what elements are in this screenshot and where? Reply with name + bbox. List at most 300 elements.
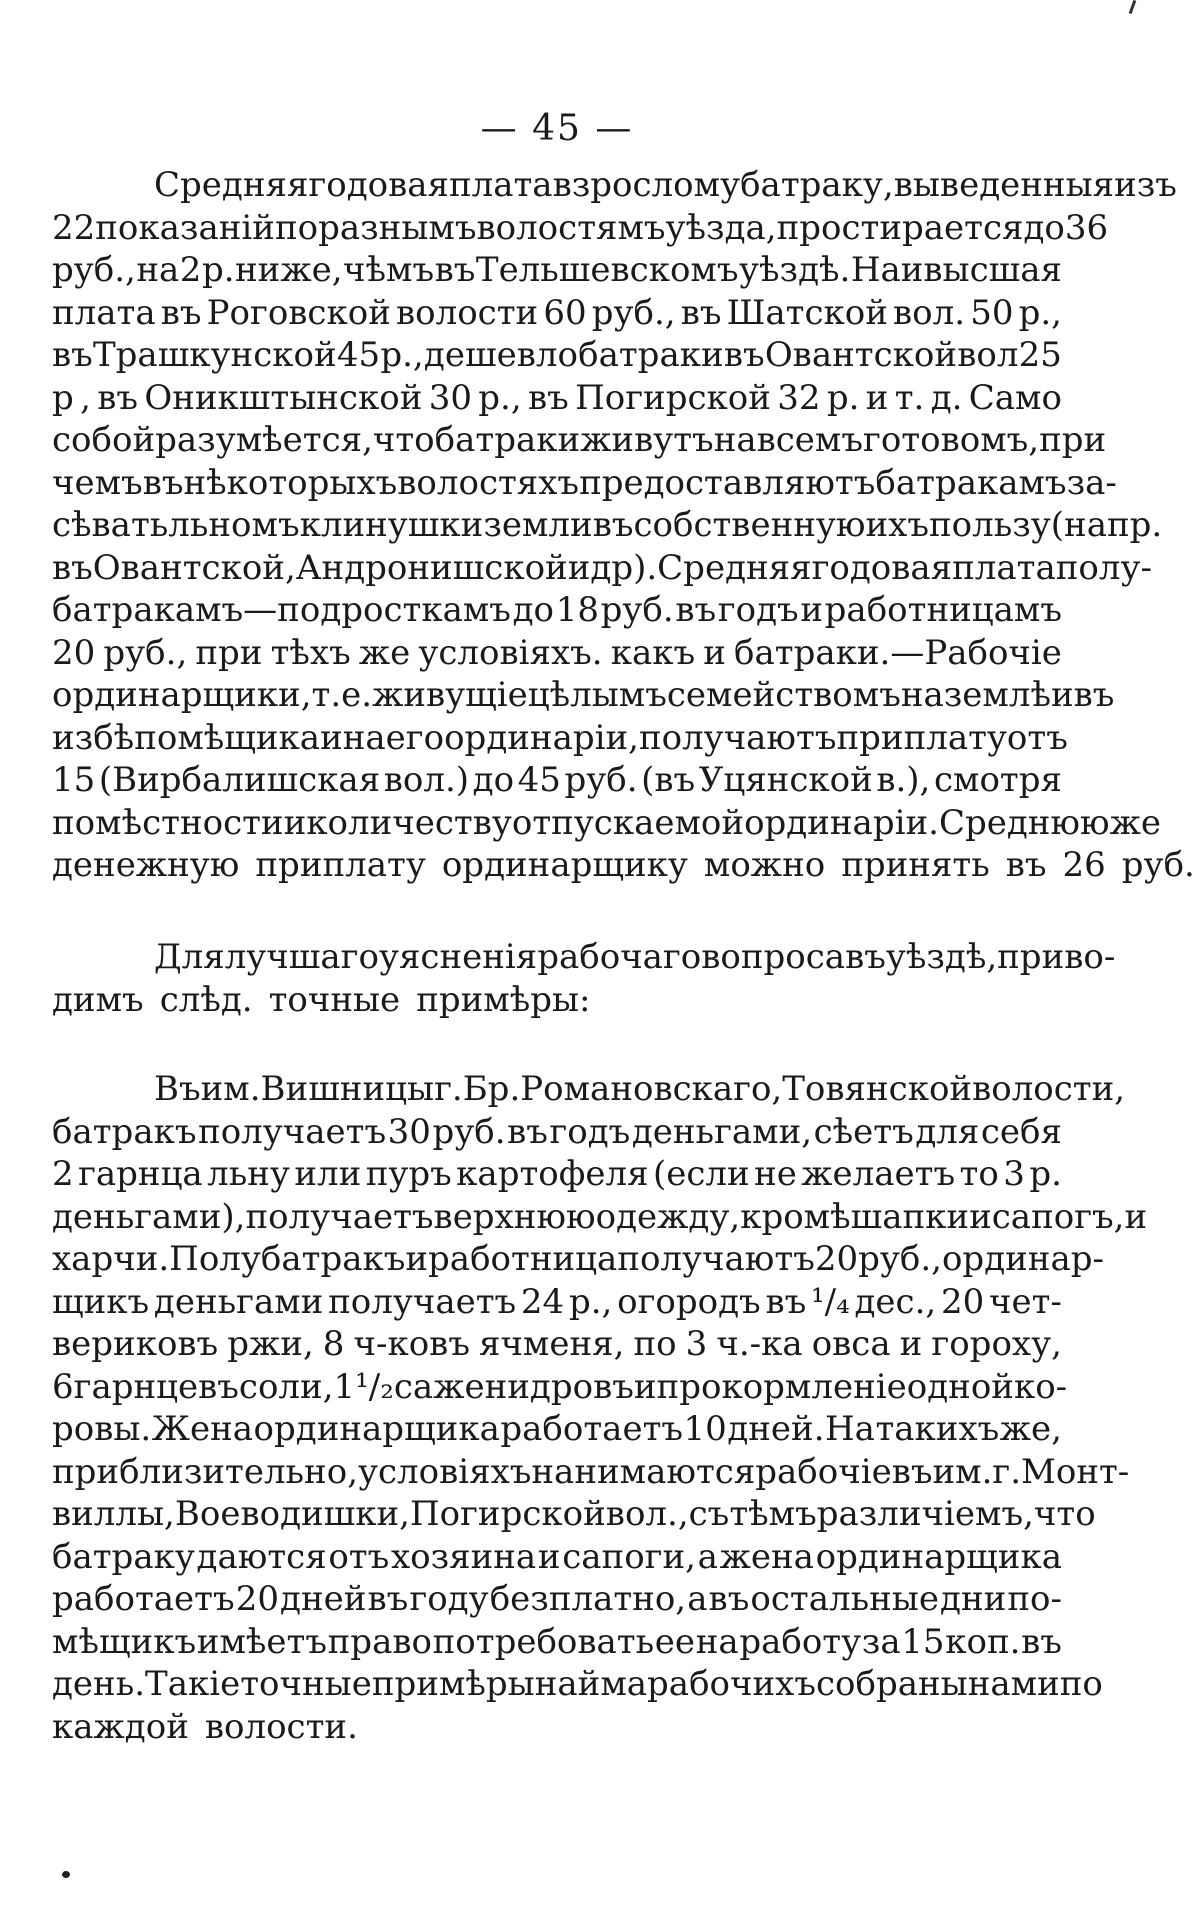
word: ¹/₄ <box>810 1281 850 1322</box>
word: 30 <box>387 1111 431 1152</box>
word: 6 <box>52 1366 74 1407</box>
word: На <box>825 1409 875 1449</box>
word: льномъ <box>168 505 300 545</box>
word: одной <box>906 1366 1014 1407</box>
word: Въ <box>154 1069 201 1109</box>
paragraph-3 <box>52 1068 1148 1748</box>
word: ординаріи. <box>744 802 939 843</box>
word: Шатской <box>726 292 888 333</box>
word: простирается <box>776 207 1024 248</box>
word: 45 <box>517 760 561 800</box>
paragraph-1 <box>52 164 1195 887</box>
word: право <box>327 1621 432 1662</box>
word: г. <box>992 1451 1022 1492</box>
word: соли, <box>238 1366 334 1407</box>
word: же <box>358 632 411 673</box>
word: въ <box>891 1451 933 1492</box>
text-line <box>52 419 1107 462</box>
word: щикъ <box>52 1281 150 1322</box>
word: работаетъ <box>52 1579 235 1619</box>
word: отпускаемой <box>511 802 745 843</box>
word: ординарщику <box>441 845 688 885</box>
word: остальные <box>750 1579 939 1619</box>
word: собраны <box>815 1664 968 1704</box>
word: вопроса <box>701 937 846 977</box>
word: точные <box>268 979 401 1020</box>
word: Овантской <box>764 335 957 375</box>
word: р., <box>568 1281 613 1322</box>
word: смотря <box>933 760 1062 800</box>
text-line <box>52 936 1116 979</box>
word: принять <box>841 845 990 885</box>
word: въ <box>680 292 722 333</box>
word: получаетъ <box>328 1281 517 1322</box>
word: прокормленіе <box>656 1366 907 1407</box>
word: выведенныя <box>893 165 1115 205</box>
word: годовая <box>308 165 449 205</box>
word: получаютъ <box>638 717 837 758</box>
word: за <box>861 1621 901 1662</box>
word: можно <box>703 845 826 885</box>
word: батраку <box>52 1536 195 1577</box>
text-line <box>52 979 1062 1022</box>
word: и <box>320 717 343 758</box>
word: разумѣется, <box>155 420 373 460</box>
word: клинушки <box>299 505 484 545</box>
word: же, <box>999 1409 1062 1449</box>
word: въ <box>765 1281 807 1322</box>
word: вол. <box>893 292 966 333</box>
word: въ <box>367 1579 409 1619</box>
word: льну <box>207 1154 290 1194</box>
page <box>52 0 1195 1929</box>
word: что <box>1033 1494 1096 1534</box>
word: то <box>959 1154 999 1194</box>
word: е. <box>341 675 373 715</box>
word: каждой <box>52 1706 189 1747</box>
text-line <box>52 334 1062 377</box>
word: Средняя <box>657 547 812 588</box>
word: (въ <box>641 760 696 800</box>
text-line <box>52 1493 1096 1536</box>
word: показаній <box>95 207 275 248</box>
text-line <box>52 632 1062 675</box>
word: количеству <box>306 802 512 843</box>
word: ровы. <box>52 1409 152 1449</box>
word: или <box>294 1154 362 1194</box>
word: отъ <box>1006 717 1068 758</box>
word: рабочіе <box>755 1451 892 1492</box>
word: др). <box>590 547 658 588</box>
page-number: — 45 — <box>480 108 634 149</box>
word: полу- <box>1055 547 1152 588</box>
word: предоставляютъ <box>579 462 876 503</box>
word: 32 <box>777 377 821 418</box>
word: въ <box>142 462 184 503</box>
word: на <box>713 420 757 460</box>
word: р., <box>478 377 522 418</box>
word: живущіе <box>372 675 528 715</box>
word: р. <box>826 377 860 418</box>
word: при <box>195 632 263 673</box>
word: сажени <box>393 1366 530 1407</box>
word: мѣщикъ <box>52 1621 197 1662</box>
word: Товянской <box>782 1069 973 1109</box>
word: деньгами <box>153 1281 324 1322</box>
word: сѣвать <box>52 505 169 545</box>
word: им. <box>200 1069 261 1109</box>
word: до <box>512 590 555 630</box>
word: чет- <box>988 1281 1062 1322</box>
word: готовомъ, <box>863 420 1040 460</box>
word: и <box>969 1196 992 1237</box>
word: дни <box>940 1579 1007 1619</box>
word: по- <box>1007 1579 1062 1619</box>
word: живутъ <box>580 420 714 460</box>
word: уѣзда, <box>665 207 777 248</box>
word: безплатно, <box>489 1579 687 1619</box>
word: различіемъ, <box>816 1494 1034 1534</box>
word: 15 <box>52 760 96 800</box>
word: и <box>633 1366 657 1407</box>
word: работу <box>739 1621 862 1662</box>
word: на <box>695 1621 739 1662</box>
word: желаетъ <box>801 1154 956 1194</box>
word: волости. <box>204 1706 358 1747</box>
word: на <box>342 717 386 758</box>
word: в.), <box>876 760 931 800</box>
word: по <box>52 802 96 843</box>
word: сѣетъ <box>813 1111 914 1152</box>
text-line <box>52 1706 1062 1749</box>
text-line <box>52 164 1177 207</box>
word: приплату <box>836 717 1007 758</box>
word: Андронишской <box>295 547 568 588</box>
text-line <box>52 1578 1062 1621</box>
word: пуръ <box>365 1154 452 1194</box>
word: 20 <box>814 1239 859 1279</box>
word: вол.) <box>383 760 470 800</box>
word: волостяхъ <box>397 462 580 503</box>
text-line <box>52 1621 1062 1664</box>
paragraph-2 <box>52 936 1116 1021</box>
word: помѣщика <box>134 717 321 758</box>
text-line <box>52 207 1109 250</box>
text-line <box>52 589 1062 632</box>
word: Вишницы <box>260 1069 435 1109</box>
word: Среднюю <box>938 802 1110 843</box>
word: мѣстности <box>95 802 284 843</box>
word: получаетъ <box>245 1196 434 1237</box>
word: ч-ковъ <box>353 1324 470 1364</box>
word: какъ <box>610 632 696 673</box>
word: коп. <box>945 1621 1021 1662</box>
word: овса <box>811 1324 891 1364</box>
word: гарнца <box>78 1154 203 1194</box>
word: батракъ <box>52 1111 197 1152</box>
text-line <box>52 1153 1062 1196</box>
word: уясненія <box>378 937 538 977</box>
word: въ <box>1073 675 1115 715</box>
word: Тельшевскомъ <box>475 250 739 290</box>
word: ординар- <box>941 1239 1104 1279</box>
word: 30 <box>428 377 472 418</box>
word: и <box>800 590 823 630</box>
word: дешевло <box>423 335 578 375</box>
word: условіяхъ <box>358 1451 532 1492</box>
word: деньгами), <box>52 1196 246 1237</box>
word: Роговской <box>206 292 391 333</box>
word: на <box>136 250 180 290</box>
word: получаютъ <box>617 1239 815 1279</box>
text-line <box>52 249 1062 292</box>
ink-dot <box>62 1871 70 1878</box>
word: дровъ <box>529 1366 634 1407</box>
word: для <box>915 1111 980 1152</box>
word: за- <box>1066 462 1117 503</box>
word: до <box>472 760 515 800</box>
word: слѣд. <box>159 979 253 1020</box>
word: чемъ <box>52 462 143 503</box>
word: огородъ <box>617 1281 761 1322</box>
word: Монт- <box>1021 1451 1130 1492</box>
word: не <box>754 1154 797 1194</box>
word: , <box>80 377 91 418</box>
word: руб., <box>858 1239 942 1279</box>
word: по <box>633 1324 677 1364</box>
word: собой <box>52 420 156 460</box>
word: батраки <box>578 335 724 375</box>
word: 45 <box>336 335 381 375</box>
word: дней. <box>727 1409 825 1449</box>
word: Само <box>968 377 1062 418</box>
text-line <box>52 674 1115 717</box>
word: годъ <box>549 1111 631 1152</box>
word: плата <box>448 165 553 205</box>
word: годовая <box>811 547 953 588</box>
text-line <box>52 1536 1062 1579</box>
word: Овантской, <box>92 547 296 588</box>
word: 18 <box>555 590 599 630</box>
text-line <box>52 802 1162 845</box>
word: при <box>1039 420 1107 460</box>
word: что <box>372 420 435 460</box>
text-line <box>52 1281 1062 1324</box>
word: въ <box>434 250 476 290</box>
word: ординаріи, <box>444 717 639 758</box>
word: въ <box>160 292 202 333</box>
word: 3 <box>1003 1154 1025 1194</box>
word: руб. <box>564 760 638 800</box>
word: димъ <box>52 979 144 1020</box>
word: Погирской <box>410 1494 606 1534</box>
word: въ <box>708 1579 750 1619</box>
word: уѣздѣ. <box>739 250 851 290</box>
word: р., <box>380 335 424 375</box>
word: ячменя, <box>479 1324 625 1364</box>
word: 3 <box>685 1324 708 1364</box>
word: цѣлымъ <box>527 675 667 715</box>
text-line <box>52 759 1062 802</box>
word: 8 <box>322 1324 345 1364</box>
word: Полубатракъ <box>169 1239 406 1279</box>
word: Средняя <box>154 165 309 205</box>
word: харчи. <box>52 1239 170 1279</box>
word: Погирской <box>575 377 771 418</box>
word: ординарщики, <box>52 675 312 715</box>
word: земли <box>483 505 593 545</box>
word: картофеля <box>456 1154 649 1194</box>
text-line <box>52 717 1068 760</box>
word: верхнюю <box>433 1196 596 1237</box>
word: избѣ <box>52 717 135 758</box>
word: 36 <box>1064 207 1109 248</box>
word: нанимаются <box>531 1451 756 1492</box>
text-line <box>52 1238 1104 1281</box>
word: до <box>1023 207 1065 248</box>
text-line <box>52 462 1117 505</box>
word: (Вирбалишская <box>98 760 381 800</box>
word: 10 <box>683 1409 727 1449</box>
word: т. <box>894 377 925 418</box>
word: руб. <box>600 590 674 630</box>
word: плата <box>952 547 1056 588</box>
word: и <box>537 1536 561 1577</box>
word: даются <box>196 1536 327 1577</box>
word: тѣхъ <box>270 632 351 673</box>
word: въ <box>592 505 634 545</box>
word: по <box>274 207 319 248</box>
word: пользу <box>928 505 1051 545</box>
word: и <box>567 547 591 588</box>
word: и <box>1124 1196 1148 1237</box>
text-line <box>52 1323 1062 1366</box>
word: гороху, <box>931 1324 1062 1364</box>
word: въ <box>507 1111 548 1152</box>
word: годъ <box>717 590 799 630</box>
word: примѣры <box>371 1664 535 1704</box>
word: нѣкоторыхъ <box>183 462 398 503</box>
text-line <box>52 844 1195 887</box>
word: одежду, <box>595 1196 741 1237</box>
word: потребовать <box>432 1621 655 1662</box>
word: волости, <box>972 1069 1126 1109</box>
word: же <box>1109 802 1162 843</box>
word: денежную <box>52 845 240 885</box>
word: батраки.—Рабочіе <box>734 632 1062 673</box>
word: Бр. <box>462 1069 521 1109</box>
text-line <box>52 1366 1068 1409</box>
word: руб. <box>1121 845 1195 885</box>
word: условіяхъ. <box>418 632 603 673</box>
word: ржи, <box>227 1324 314 1364</box>
word: и <box>703 632 726 673</box>
word: виллы, <box>52 1494 175 1534</box>
word: чѣмъ <box>343 250 435 290</box>
edge-mark <box>1129 0 1137 14</box>
word: въ <box>52 335 93 375</box>
word: работаетъ <box>500 1409 684 1449</box>
word: дес., <box>854 1281 937 1322</box>
word: рабочаго <box>537 937 702 977</box>
word: р., <box>1018 292 1062 333</box>
word: такихъ <box>875 1409 1000 1449</box>
word: (напр. <box>1050 505 1163 545</box>
word: 1¹/₂ <box>333 1366 394 1407</box>
word: батракамъ <box>875 462 1067 503</box>
word: сапогъ, <box>991 1196 1125 1237</box>
text-line <box>52 1451 1130 1494</box>
word: приво- <box>997 937 1116 977</box>
text-line <box>52 292 1062 335</box>
word: 26 <box>1062 845 1106 885</box>
word: работница <box>428 1239 618 1279</box>
word: приблизительно, <box>52 1451 358 1492</box>
word: и <box>283 802 307 843</box>
word: году <box>409 1579 489 1619</box>
word: р. <box>1029 1154 1062 1194</box>
word: руб. <box>432 1111 506 1152</box>
word: разнымъ <box>318 207 477 248</box>
word: и <box>405 1239 429 1279</box>
word: Трашкунской <box>92 335 337 375</box>
word: деньгами, <box>631 1111 813 1152</box>
word: въ <box>845 937 886 977</box>
word: 20 <box>940 1281 985 1322</box>
word: батракамъ—подросткамъ <box>52 590 511 630</box>
word: волостямъ <box>476 207 666 248</box>
text-line <box>52 1068 1126 1111</box>
word: 2 <box>52 1154 74 1194</box>
word: 60 <box>543 292 587 333</box>
word: ихъ <box>865 505 929 545</box>
word: волости <box>395 292 539 333</box>
word: ниже, <box>235 250 343 290</box>
word: тѣмъ <box>729 1494 817 1534</box>
word: 15 <box>901 1621 945 1662</box>
word: и <box>865 377 889 418</box>
word: точные <box>240 1664 372 1704</box>
word: въ <box>52 547 93 588</box>
word: вериковъ <box>52 1324 219 1364</box>
word: а <box>697 1536 718 1577</box>
word: въ <box>675 590 717 630</box>
word: въ <box>1021 1621 1062 1662</box>
word: батраку, <box>740 165 894 205</box>
word: ко- <box>1013 1366 1068 1407</box>
word: 20 <box>235 1579 279 1619</box>
word: руб., <box>52 250 136 290</box>
word: т. <box>311 675 342 715</box>
word: лучшаго <box>224 937 379 977</box>
word: собственную <box>633 505 866 545</box>
word: день. <box>52 1664 146 1704</box>
word: Оникштынской <box>144 377 423 418</box>
word: рабочихъ <box>647 1664 816 1704</box>
word: 2 <box>179 250 202 290</box>
word: 24 <box>520 1281 565 1322</box>
word: 22 <box>52 207 96 248</box>
word: отъ <box>328 1536 390 1577</box>
word: плата <box>52 292 156 333</box>
word: (если <box>652 1154 750 1194</box>
word: семействомъ <box>666 675 901 715</box>
word: ординарщика <box>815 1536 1062 1577</box>
word: съ <box>688 1494 730 1534</box>
word: Воеводишки, <box>174 1494 410 1534</box>
word: Наивысшая <box>850 250 1062 290</box>
word: нами <box>967 1664 1060 1704</box>
